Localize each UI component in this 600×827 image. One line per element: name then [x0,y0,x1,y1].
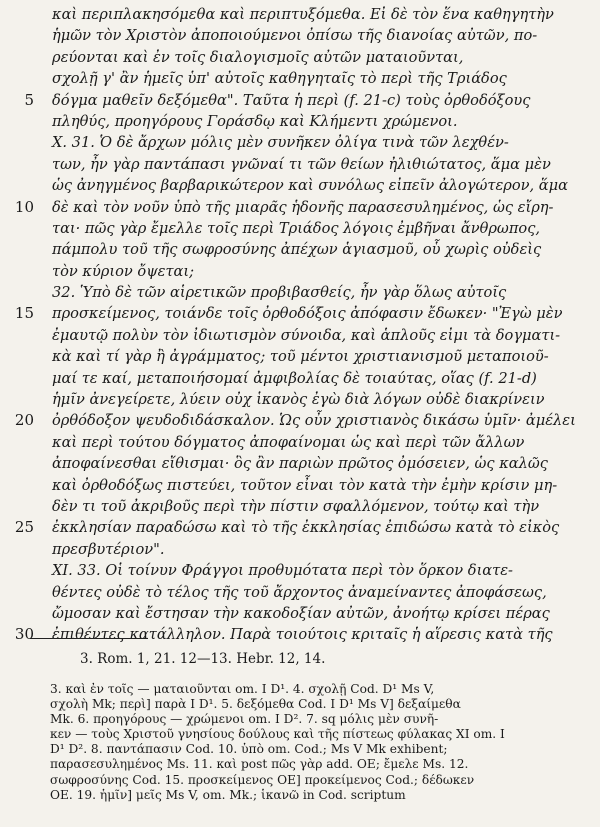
apparatus-line [50,727,590,742]
text-line [52,582,590,603]
line-text: ὀρθόδοξον ψευδοδιδάσκαλον. Ὡς οὖν χριστιανὸς δικάσω ὑμῖν· ἀμέλει [52,412,576,430]
text-line [24,90,590,111]
apparatus-line [50,757,590,772]
apparatus-line [50,773,590,788]
line-text: δὲ καὶ τὸν νοῦν ὑπὸ τῆς μιαρᾶς ἡδονῆς παρασεσυλημένος, ὡς εἴρη- [52,198,554,216]
line-text: κὰ καὶ τί γὰρ ἢ ἀγράμματος; τοῦ μέντοι χριστιανισμοῦ μεταποιοῦ- [52,348,549,366]
apparatus-text: Mk. 6. προηγόρους — χρώμενοι om. I D². 7. sq μόλις μὲν συνῆ- [50,712,439,727]
line-text: πάμπολυ τοῦ τῆς σωφροσύνης ἀπέχων ἁγιασμοῦ, οὗ χωρὶς οὐδεὶς [52,241,542,259]
apparatus-text: παρασεσυλημένος Ms. 11. καὶ post πῶς γὰρ add. OE; ἔμελε Ms. 12. [50,757,469,772]
line-text: καὶ περιπλακησόμεθα καὶ περιπτυξόμεθα. Εἰ δὲ τὸν ἕνα καθηγητὴν [52,6,554,23]
line-text: δὲν τι τοῦ ἀκριβοῦς περὶ τὴν πίστιν σφαλλόμενον, τούτῳ καὶ τὴν [52,497,540,515]
footnote-divider [30,638,148,639]
line-text: XI. 33. Οἱ τοίνυν Φράγγοι προθυμότατα περὶ τὸν ὅρκον διατε- [52,562,513,580]
main-text-block [14,4,590,646]
text-line [52,325,590,346]
line-text: τὸν κύριον ὄψεται; [52,262,195,280]
text-line [52,496,590,517]
line-number: 20 [14,411,34,430]
line-number: 25 [14,518,34,537]
line-text: ρεύονται καὶ ἐν τοῖς διαλογισμοῖς αὐτῶν ματαιοῦνται, [52,48,464,66]
text-line [14,197,590,218]
text-line [52,261,590,282]
text-line [52,132,590,153]
line-text: ἐπιθέντες κατάλληλον. Παρὰ τοιούτοις κριταῖς ἡ αἵρεσις κατὰ τῆς [52,626,553,644]
apparatus-text: D¹ D². 8. παντάπασιν Cod. 10. ὑπὸ om. Cod.; Ms V Mk exhibent; [50,742,448,757]
line-text: ὤμοσαν καὶ ἔστησαν τὴν κακοδοξίαν αὐτῶν, ἀνοήτῳ κρίσει πέρας [52,604,550,622]
line-number: 30 [14,625,34,644]
line-text: ται· πῶς γὰρ ἔμελλε τοῖς περὶ Τριάδος λόγοις ἐμβῆναι ἄνθρωπος, [52,219,541,237]
line-text: ὡς ἀνηγμένος βαρβαρικώτερον καὶ συνόλως εἰπεῖν ἀλογώτερον, ἅμα [52,177,568,195]
line-number: 15 [14,304,34,323]
line-number: 5 [24,90,34,109]
line-text: σχολῇ γ' ἂν ἡμεῖς ὑπ' αὐτοῖς καθηγηταῖς τὸ περὶ τῆς Τριάδος [52,70,507,88]
text-line [52,25,590,46]
line-text: των, ἦν γὰρ παντάπασι γνῶναί τι τῶν θείων ἠλιθιώτατος, ἅμα μὲν [52,155,551,173]
line-text: δόγμα μαθεῖν δεξόμεθα". Ταῦτα ἡ περὶ (f. 21-c) τοὺς ὀρθοδόξους [52,91,531,109]
scripture-references: 3. Rom. 1, 21. 12—13. Hebr. 12, 14. [80,651,326,667]
text-line [14,303,590,324]
apparatus-line [50,682,590,697]
apparatus-text: σωφροσύνης Cod. 15. προσκείμενος OE] προκείμενος Cod.; δέδωκεν [50,772,475,787]
line-text: πρεσβυτέριον". [52,540,165,558]
apparatus-text: OE. 19. ἡμῖν] μεῖς Ms V, om. Mk.; ἱκανῶ in Cod. scriptum [50,787,406,802]
apparatus-line [50,788,590,803]
apparatus-line [50,712,590,727]
text-line [52,389,590,410]
apparatus-line [50,697,590,712]
text-line [14,624,590,645]
line-text: πληθύς, προηγόρους Γοράσδῳ καὶ Κλήμεντι χρώμενοι. [52,112,458,130]
text-line [52,111,590,132]
text-line [52,603,590,624]
line-text: 32. Ὑπὸ δὲ τῶν αἱρετικῶν προβιβασθείς, ἦν γὰρ ὅλως αὐτοῖς [52,284,507,302]
text-line [52,175,590,196]
text-line [52,154,590,175]
line-text: καὶ ὀρθοδόξως πιστεύει, τοῦτον εἶναι τὸν κατὰ τὴν ἐμὴν κρίσιν μη- [52,476,558,494]
line-text: καὶ περὶ τούτου δόγματος ἀποφαίνομαι ὡς καὶ περὶ τῶν ἄλλων [52,433,525,451]
line-text: ἡμῖν ἀνεγείρετε, λύειν οὐχ ἱκανὸς ἐγὼ διὰ λόγων οὐδὲ διακρίνειν [52,391,545,409]
text-line [52,239,590,260]
apparatus-text: κεν — τοὺς Χριστοῦ γνησίους δούλους καὶ τῆς πίστεως φύλακας XI om. I [50,727,505,742]
critical-apparatus [50,682,590,803]
text-line [52,475,590,496]
text-line [52,539,590,560]
text-line [52,4,590,25]
line-text: θέντες οὐδὲ τὸ τέλος τῆς τοῦ ἄρχοντος ἀναμείναντες ἀποφάσεως, [52,583,547,601]
apparatus-text: σχολὴ Mk; περὶ] παρὰ I D¹. 5. δεξόμεθα Cod. I D¹ Ms V] δεξαίμεθα [50,697,461,712]
text-line [52,453,590,474]
line-text: ἀποφαίνεσθαι εἴθισμαι· ὃς ἂν παριὼν πρῶτος ὀμόσειεν, ὡς καλῶς [52,455,548,473]
line-text: μαί τε καί, μεταποιήσομαί ἀμφιβολίας δὲ τοιαύτας, οἵας (f. 21-d) [52,369,537,387]
line-text: ἐκκλησίαν παραδώσω καὶ τὸ τῆς ἐκκλησίας ἐπιδώσω κατὰ τὸ εἰκὸς [52,519,560,537]
text-line [52,68,590,89]
line-text: προσκείμενος, τοιάνδε τοῖς ὀρθοδόξοις ἀπόφασιν ἔδωκεν· "Ἐγὼ μὲν [52,305,563,323]
line-text: ἡμῶν τὸν Χριστὸν ἀποποιούμενοι ὀπίσω τῆς διανοίας αὐτῶν, πο- [52,27,538,45]
text-line [52,218,590,239]
apparatus-text: 3. καὶ ἐν τοῖς — ματαιοῦνται om. I D¹. 4. σχολῇ Cod. D¹ Ms V, [50,682,435,696]
text-line [14,410,590,431]
line-number: 10 [14,197,34,216]
text-line [52,47,590,68]
text-line [52,368,590,389]
text-line [52,560,590,581]
line-text: X. 31. Ὁ δὲ ἄρχων μόλις μὲν συνῆκεν ὀλίγα τινὰ τῶν λεχθέν- [52,134,509,152]
text-line [52,282,590,303]
text-line [52,346,590,367]
text-line [52,432,590,453]
apparatus-line [50,742,590,757]
line-text: ἐμαυτῷ πολὺν τὸν ἰδιωτισμὸν σύνοιδα, καὶ ἁπλοῦς εἰμι τὰ δογματι- [52,326,561,344]
text-line [14,517,590,538]
